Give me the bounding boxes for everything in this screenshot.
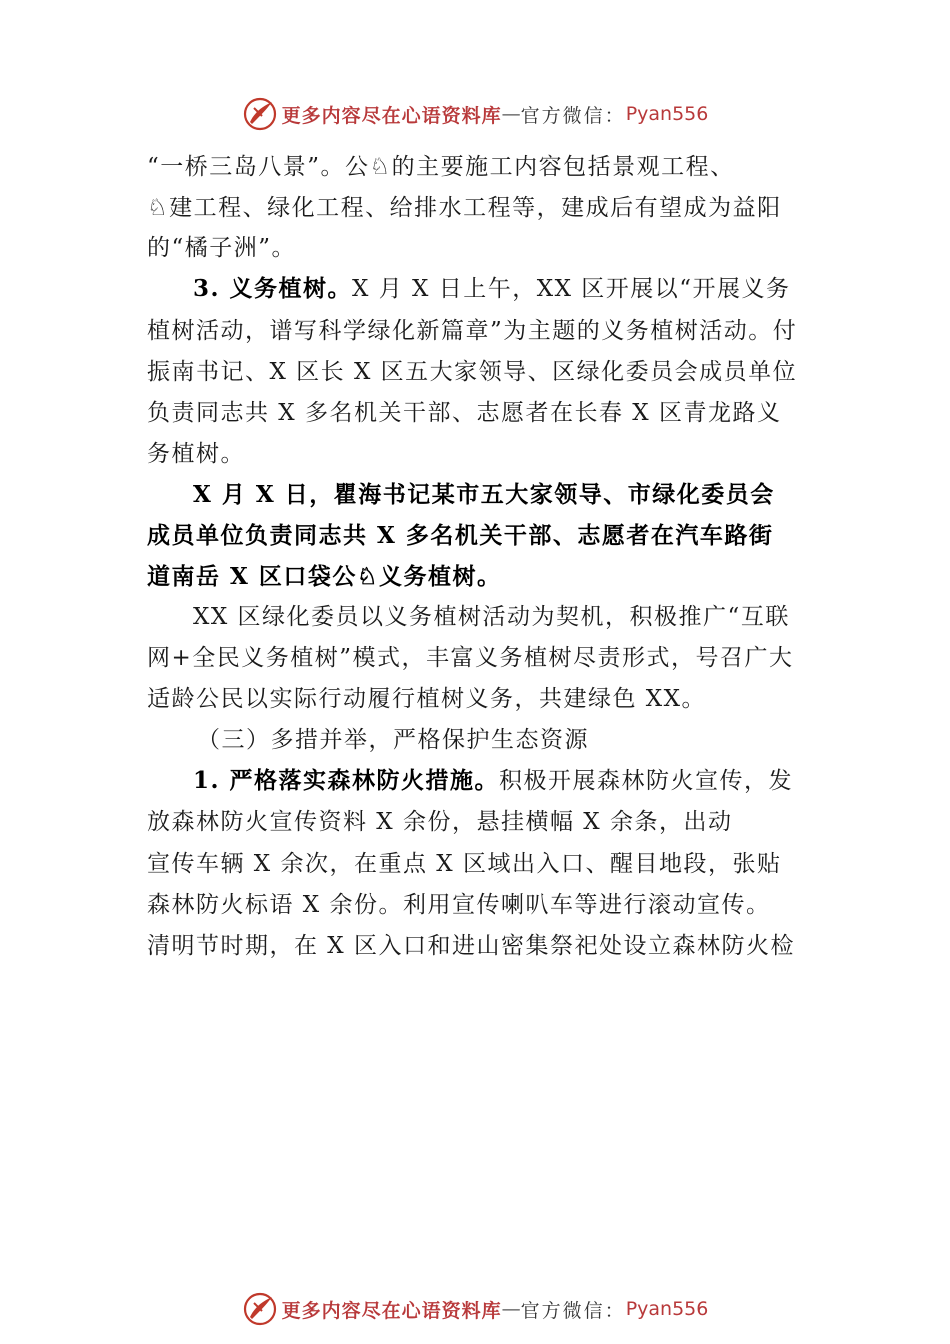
paragraph-3-first-line [193, 273, 807, 305]
watermark-wechat-label: 官方微信： [520, 1299, 626, 1322]
watermark-dash: — [501, 103, 521, 125]
logo-icon [242, 1291, 278, 1327]
text-line: 振南书记、X 区长 X 区五大家领导、区绿化委员会成员单位 [147, 359, 798, 385]
watermark-brand: 更多内容尽在心语资料库 [281, 104, 502, 127]
watermark-banner-top [0, 94, 950, 134]
text-line: 清明节时期，在 X 区入口和进山密集祭祀处设立森林防火检 [147, 933, 795, 959]
text-line: 务植树。 [147, 441, 245, 467]
section-heading-tree-planting: 3. 义务植树。 [193, 275, 353, 302]
subsection-heading-fire-prevention: 1. 严格落实森林防火措施。 [193, 767, 500, 794]
bold-line: X 月 X 日，瞿海书记某市五大家领导、市绿化委员会 [193, 481, 775, 508]
text-line: 适龄公民以实际行动履行植树义务，共建绿色 XX。 [147, 686, 707, 712]
watermark-dash: — [501, 1298, 521, 1320]
watermark-brand: 更多内容尽在心语资料库 [281, 1299, 502, 1322]
text-line-tail: X 月 X 日上午，XX 区开展以“开展义务 [352, 276, 791, 302]
text-line: “一桥三岛八景”。公♘的主要施工内容包括景观工程、 [147, 154, 735, 180]
text-line-tail: 积极开展森林防火宣传，发 [499, 768, 794, 794]
text-line: 的“橘子洲”。 [147, 235, 297, 261]
text-line: 宣传车辆 X 余次，在重点 X 区域出入口、醒目地段，张贴 [147, 851, 782, 877]
text-line: 网+全民义务植树”模式，丰富义务植树尽责形式，号召广大 [147, 645, 794, 671]
text-line: 放森林防火宣传资料 X 余份，悬挂横幅 X 余条，出动 [147, 809, 733, 835]
bold-line: 成员单位负责同志共 X 多名机关干部、志愿者在汽车路街 [147, 522, 774, 549]
subsection-1-first-line [193, 765, 807, 797]
watermark-wechat-id: Pyan556 [625, 103, 709, 125]
logo-icon [242, 96, 278, 132]
text-line: ♘建工程、绿化工程、给排水工程等，建成后有望成为益阳 [147, 195, 782, 221]
watermark-wechat-label: 官方微信： [520, 104, 626, 127]
bold-line: 道南岳 X 区口袋公♘义务植树。 [147, 563, 502, 590]
text-line: XX 区绿化委员以义务植树活动为契机，积极推广“互联 [193, 604, 790, 630]
text-line: 植树活动，谱写科学绿化新篇章”为主题的义务植树活动。付 [147, 318, 798, 344]
watermark-banner-bottom [0, 1289, 950, 1329]
text-line: 负责同志共 X 多名机关干部、志愿者在长春 X 区青龙路义 [147, 400, 782, 426]
text-line: 森林防火标语 X 余份。利用宣传喇叭车等进行滚动宣传。 [147, 892, 771, 918]
section-heading-3: （三）多措并举，严格保护生态资源 [197, 727, 589, 753]
watermark-wechat-id: Pyan556 [625, 1298, 709, 1320]
